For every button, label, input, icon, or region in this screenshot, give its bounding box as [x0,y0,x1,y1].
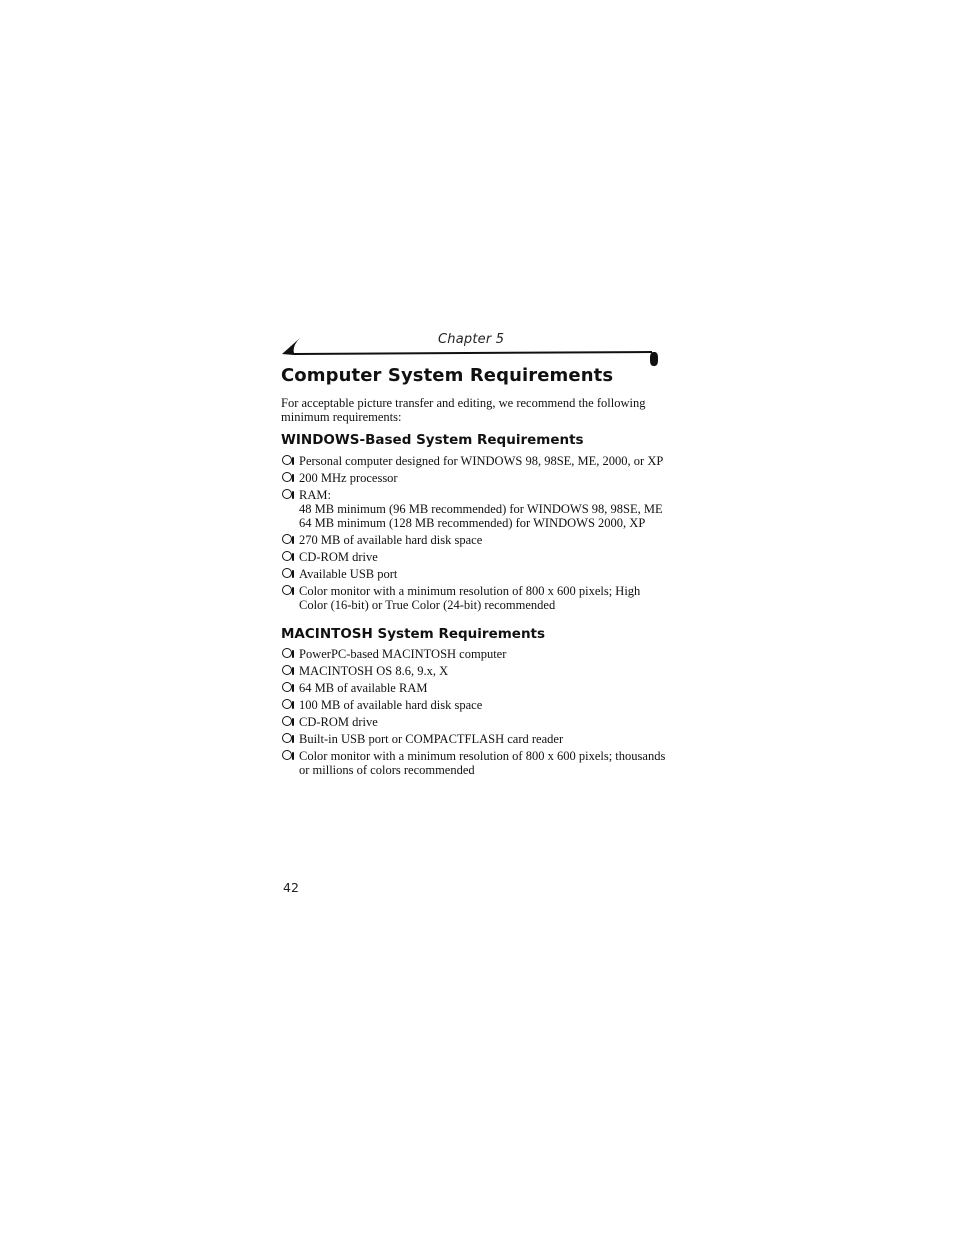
checkbox-bullet-icon [282,733,292,743]
checkbox-bullet-icon [282,682,292,692]
list-item-text: PowerPC-based MACINTOSH computer [299,647,507,661]
list-item-text: Available USB port [299,567,398,581]
list-item [281,664,666,678]
windows-requirements-heading: WINDOWS-Based System Requirements [281,432,584,448]
checkbox-bullet-icon [282,568,292,578]
list-item-text: CD-ROM drive [299,550,378,564]
list-item [281,550,666,564]
checkbox-bullet-icon [282,585,292,595]
checkbox-bullet-icon [282,750,292,760]
list-item-text: MACINTOSH OS 8.6, 9.x, X [299,664,449,678]
list-item [281,749,666,777]
page-title: Computer System Requirements [281,365,614,386]
list-item [281,732,666,746]
list-item [281,647,666,661]
intro-paragraph: For acceptable picture transfer and editing, we recommend the following minimum requirements: [281,396,646,424]
list-item-text: CD-ROM drive [299,715,378,729]
list-item-text: 64 MB of available RAM [299,681,428,695]
checkbox-bullet-icon [282,455,292,465]
list-item [281,698,666,712]
list-item-text: Color monitor with a minimum resolution of 800 x 600 pixels; thousands or millions of colors recommended [299,749,666,777]
list-item-text: 100 MB of available hard disk space [299,698,483,712]
list-item [281,584,666,612]
checkbox-bullet-icon [282,665,292,675]
macintosh-requirements-heading: MACINTOSH System Requirements [281,626,546,642]
checkbox-bullet-icon [282,551,292,561]
list-item-text: Color monitor with a minimum resolution of 800 x 600 pixels; High Color (16-bit) or True Color (24-bit) recommended [299,584,641,612]
windows-requirements-list [281,454,666,612]
list-item [281,567,666,581]
checkbox-bullet-icon [282,472,292,482]
chapter-label: Chapter 5 [438,332,505,347]
list-item-text: Personal computer designed for WINDOWS 98, 98SE, ME, 2000, or XP [299,454,664,468]
list-item-text: Built-in USB port or COMPACTFLASH card reader [299,732,564,746]
page-number: 42 [283,880,299,895]
list-item-text: 270 MB of available hard disk space [299,533,483,547]
ram-line: 48 MB minimum (96 MB recommended) for WINDOWS 98, 98SE, ME [299,502,663,516]
ram-line: 64 MB minimum (128 MB recommended) for WINDOWS 2000, XP [299,516,646,530]
checkbox-bullet-icon [282,534,292,544]
list-item [281,488,666,530]
checkbox-bullet-icon [282,648,292,658]
list-item [281,715,666,729]
checkbox-bullet-icon [282,699,292,709]
list-item [281,454,666,468]
list-item [281,533,666,547]
list-item-text: RAM: [299,488,331,502]
list-item [281,681,666,695]
checkbox-bullet-icon [282,716,292,726]
list-item [281,471,666,485]
list-item-text: 200 MHz processor [299,471,398,485]
macintosh-requirements-list [281,647,666,777]
checkbox-bullet-icon [282,489,292,499]
